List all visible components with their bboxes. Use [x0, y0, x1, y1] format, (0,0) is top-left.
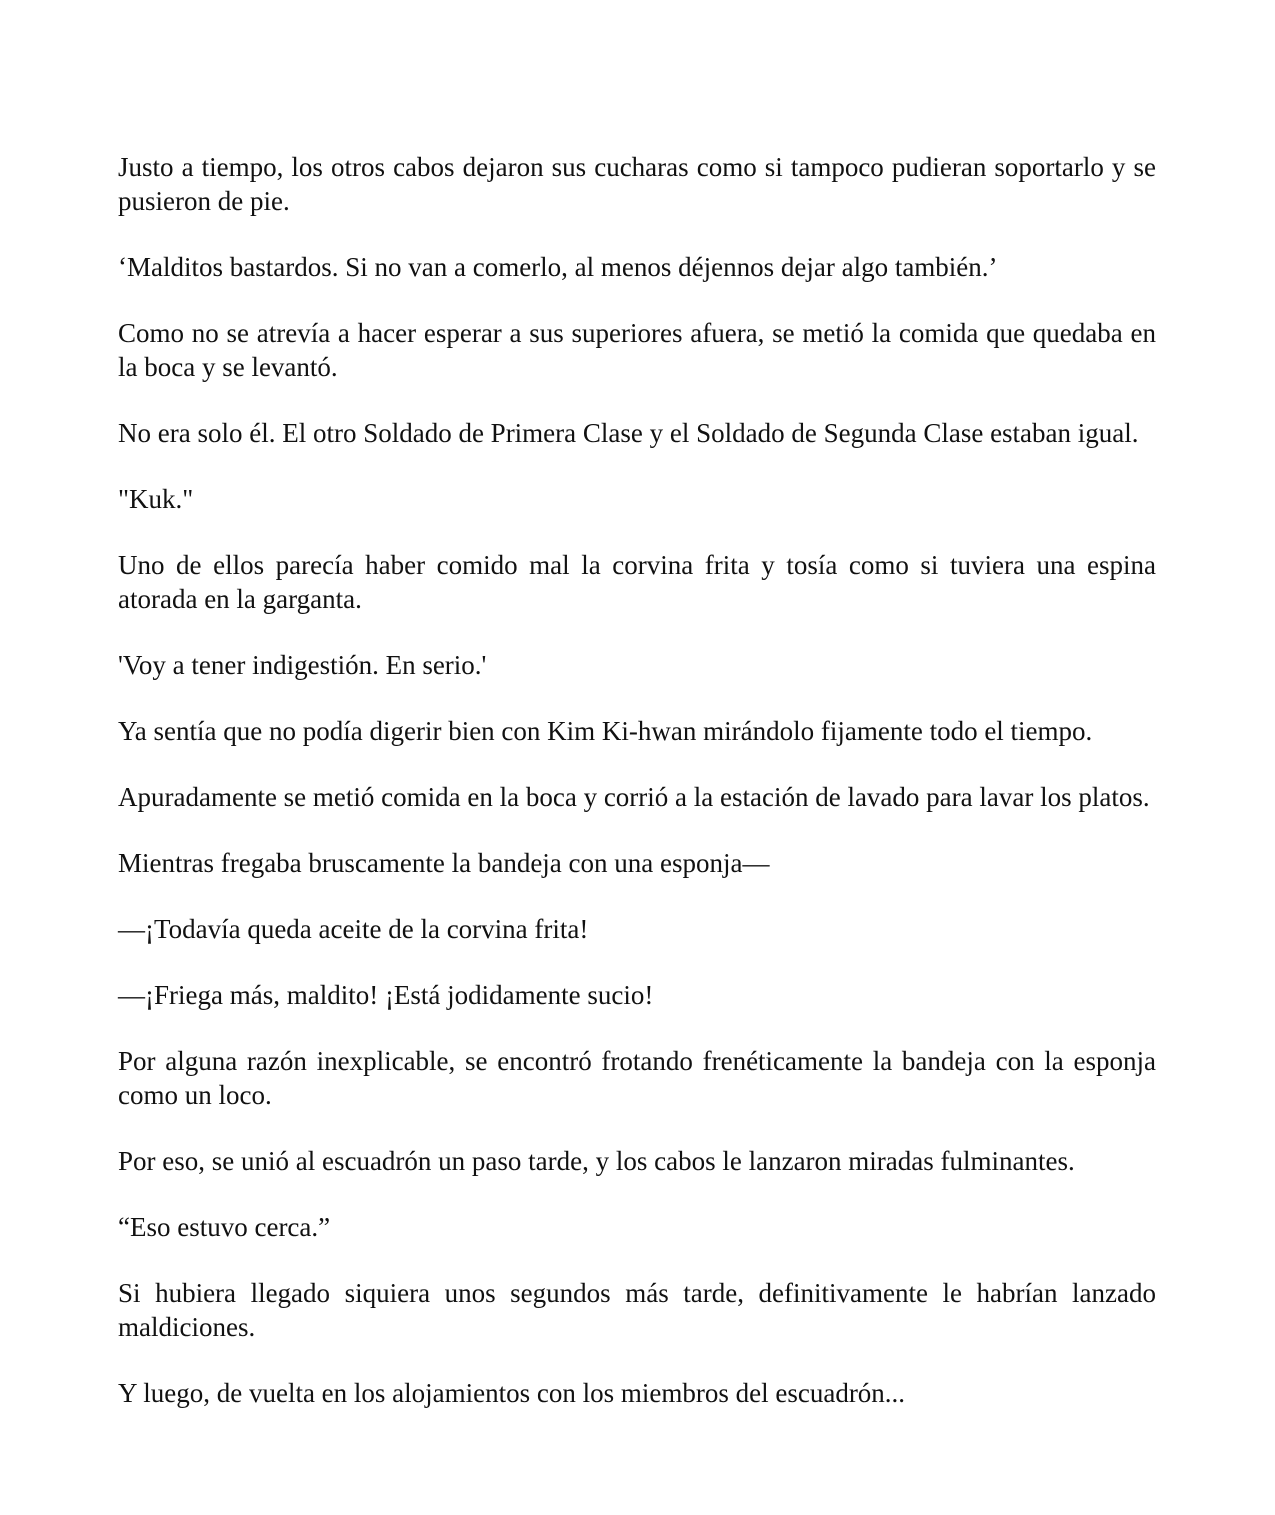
- paragraph-13: Por alguna razón inexplicable, se encontró frotando frenéticamente la bandeja con la esponja como un loco.: [118, 1046, 1156, 1110]
- paragraph-8: Ya sentía que no podía digerir bien con Kim Ki-hwan mirándolo fijamente todo el tiempo.: [118, 716, 1093, 746]
- document-body: [118, 150, 1156, 1442]
- paragraph-16: Si hubiera llegado siquiera unos segundos más tarde, definitivamente le habrían lanzado maldiciones.: [118, 1278, 1156, 1342]
- paragraph-17: Y luego, de vuelta en los alojamientos con los miembros del escuadrón...: [118, 1378, 906, 1408]
- paragraph-4: No era solo él. El otro Soldado de Primera Clase y el Soldado de Segunda Clase estaban igual.: [118, 418, 1139, 448]
- paragraph-15: “Eso estuvo cerca.”: [118, 1212, 331, 1242]
- paragraph-12: —¡Friega más, maldito! ¡Está jodidamente sucio!: [118, 980, 654, 1010]
- paragraph-3: Como no se atrevía a hacer esperar a sus superiores afuera, se metió la comida que quedaba en la boca y se levantó.: [118, 318, 1156, 382]
- paragraph-7: 'Voy a tener indigestión. En serio.': [118, 650, 487, 680]
- paragraph-9: Apuradamente se metió comida en la boca y corrió a la estación de lavado para lavar los platos.: [118, 782, 1150, 812]
- paragraph-5: "Kuk.": [118, 484, 194, 514]
- paragraph-2: ‘Malditos bastardos. Si no van a comerlo, al menos déjennos dejar algo también.’: [118, 252, 998, 282]
- paragraph-6: Uno de ellos parecía haber comido mal la corvina frita y tosía como si tuviera una espina atorada en la garganta.: [118, 550, 1156, 614]
- paragraph-14: Por eso, se unió al escuadrón un paso tarde, y los cabos le lanzaron miradas fulminantes.: [118, 1146, 1075, 1176]
- paragraph-11: —¡Todavía queda aceite de la corvina frita!: [118, 914, 589, 944]
- paragraph-10: Mientras fregaba bruscamente la bandeja con una esponja—: [118, 848, 770, 878]
- paragraph-1: Justo a tiempo, los otros cabos dejaron sus cucharas como si tampoco pudieran soportarlo y se pusieron de pie.: [118, 152, 1156, 216]
